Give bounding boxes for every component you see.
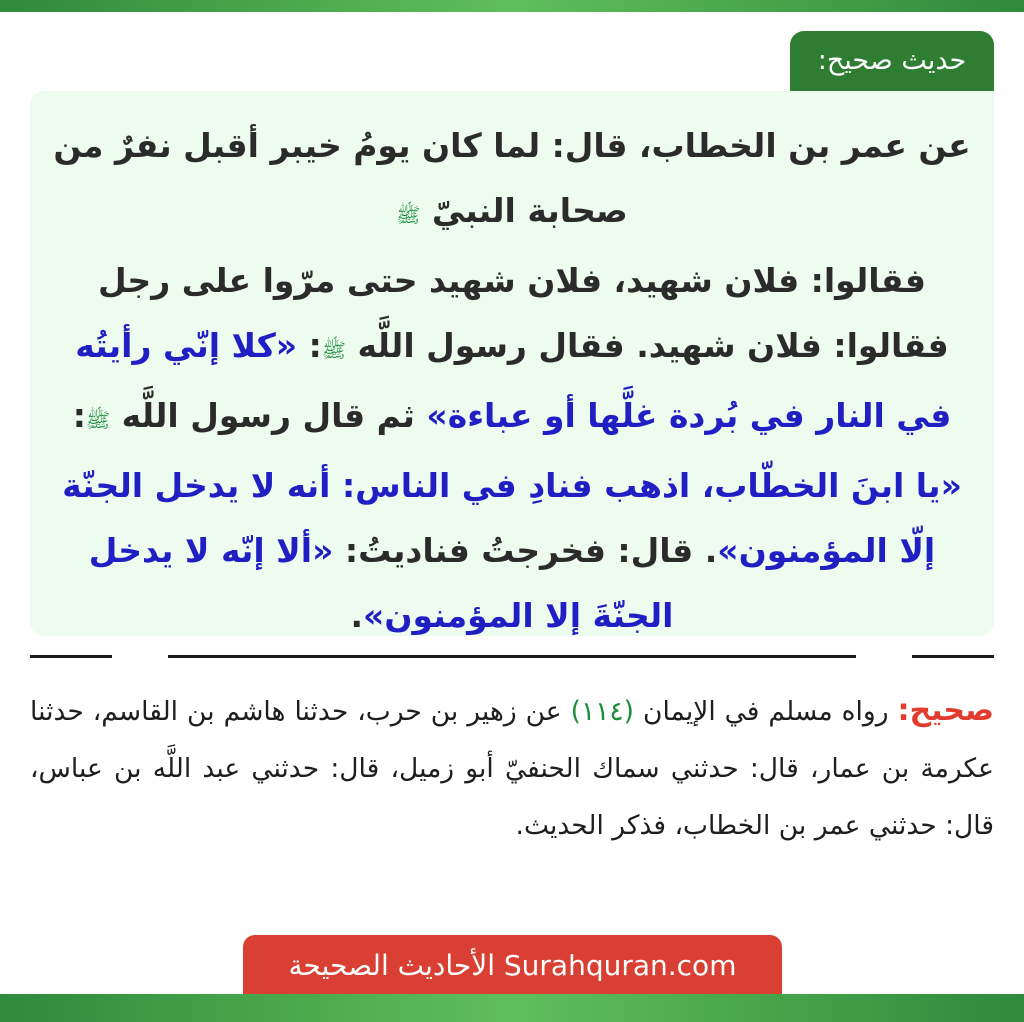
hadith-number: (١١٤) [570, 696, 634, 727]
hadith-label-tab: حديث صحيح: [790, 31, 994, 91]
bottom-accent-bar [0, 994, 1024, 1022]
section-divider [30, 655, 994, 658]
top-accent-bar [0, 0, 1024, 12]
salawat-icon: ﷺ [321, 338, 346, 362]
grading-paragraph [30, 682, 994, 854]
grade-label: صحيح: [897, 693, 994, 728]
hadith-text-box [30, 91, 994, 636]
hadith-text-part: . [350, 596, 364, 635]
hadith-text-part: عن عمر بن الخطاب، قال: لما كان يومُ خيبر أقبل نفرٌ من صحابة النبيّ [53, 126, 971, 230]
hadith-text-part: : [297, 326, 322, 365]
grading-text: عن زهير بن حرب، حدثنا هاشم بن القاسم، حدثنا عكرمة بن عمار، قال: حدثني سماك الحنفيّ أبو زميل، قال: حدثني عبد اللَّه بن عباس، قال: حدثني عمر بن الخطاب، فذكر الحديث. [30, 696, 994, 841]
salawat-icon: ﷺ [85, 408, 111, 432]
announcement-quote: «ألا إنّه لا يدخل الجنّةَ إلا المؤمنون» [88, 531, 674, 635]
hadith-text-part: : [72, 396, 86, 435]
hadith-text-part: . قال: فخرجتُ فناديتُ: [333, 531, 718, 570]
prophet-quote: «كلا إنّي رأيتُه في النار في بُردة غلَّها أو عباءة» [75, 326, 952, 435]
site-badge[interactable]: Surahquran.com الأحاديث الصحيحة [243, 935, 782, 995]
grading-text: رواه مسلم في الإيمان [633, 696, 898, 727]
hadith-text-part: فقالوا: فلان شهيد، فلان شهيد حتى مرّوا على رجل فقالوا: فلان شهيد. فقال رسول اللَّه [97, 261, 949, 365]
salawat-icon: ﷺ [396, 203, 421, 227]
hadith-text-part: ثم قال رسول اللَّه [121, 396, 427, 435]
prophet-quote: «يا ابنَ الخطّاب، اذهب فنادِ في الناس: أنه لا يدخل الجنّة إلّا المؤمنون» [62, 466, 962, 570]
